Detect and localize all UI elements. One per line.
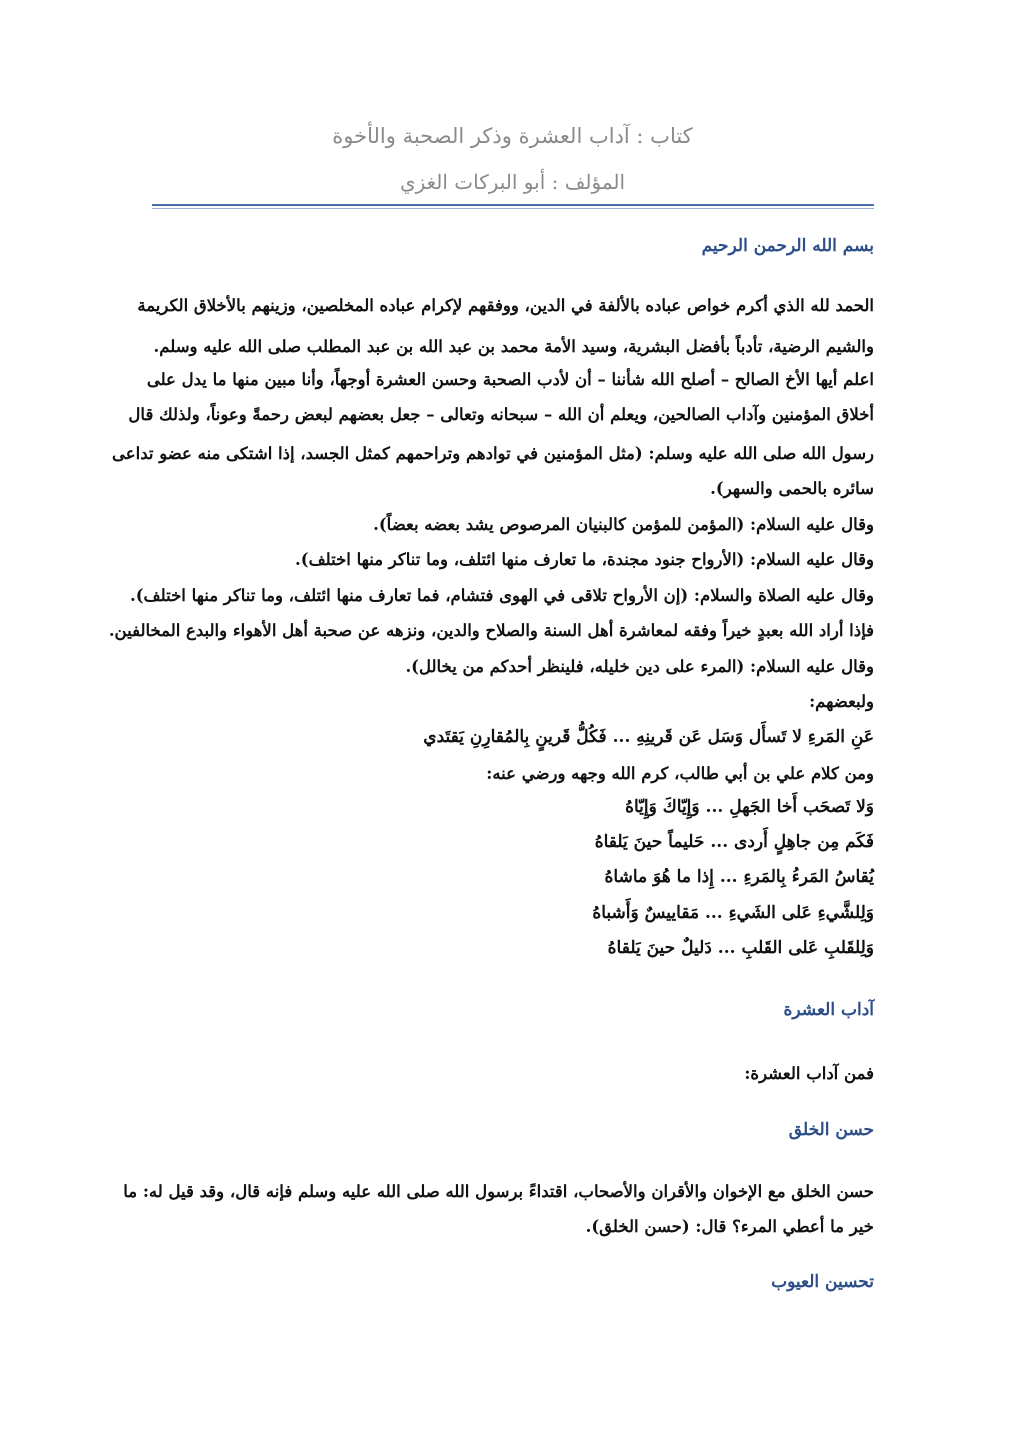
section-heading-etiquette: آداب العشرة xyxy=(783,1000,874,1020)
poem-verse: فَكَم مِن جاهِلٍ أَردى ... حَليماً حينَ يَلقاهُ xyxy=(594,832,874,852)
paragraph-line: وقال عليه السلام: (المؤمن للمؤمن كالبنيان المرصوص يشد بعضه بعضاً). xyxy=(373,515,874,534)
poem-verse: وَلِلقَلبِ عَلى القَلبِ ... دَليلٌ حينَ يَلقاهُ xyxy=(607,938,874,958)
paragraph-line: سائره بالحمى والسهر). xyxy=(710,479,874,498)
paragraph-line: اعلم أيها الأخ الصالح – أصلح الله شأننا – أن لأدب الصحبة وحسن العشرة أوجهاً، وأنا مبين منها ما يدل على xyxy=(146,370,874,389)
paragraph-line: الحمد لله الذي أكرم خواص عباده بالألفة في الدين، ووفقهم لإكرام عباده المخلصين، وزينهم بالأخلاق الكريمة xyxy=(137,296,874,315)
header-divider xyxy=(152,204,874,206)
paragraph-line: وقال عليه الصلاة والسلام: (إن الأرواح تلاقى في الهوى فتشام، فما تعارف منها ائتلف، وما تناكر منها اختلف). xyxy=(130,586,874,605)
paragraph-line: فمن آداب العشرة: xyxy=(744,1064,874,1083)
section-heading-good-character: حسن الخلق xyxy=(788,1120,874,1140)
paragraph-line: ولبعضهم: xyxy=(809,692,874,711)
paragraph-line: وقال عليه السلام: (المرء على دين خليله، فلينظر أحدكم من يخالل). xyxy=(405,657,874,676)
book-title: كتاب : آداب العشرة وذكر الصحبة والأخوة xyxy=(332,124,693,148)
book-author: المؤلف : أبو البركات الغزي xyxy=(399,170,626,194)
basmala-heading: بسم الله الرحمن الرحيم xyxy=(701,236,874,256)
paragraph-line: خير ما أعطي المرء؟ قال: (حسن الخلق). xyxy=(585,1217,874,1236)
poem-verse: يُقاسُ المَرءُ بِالمَرءِ ... إِذا ما هُوَ ماشاهُ xyxy=(604,867,874,887)
paragraph-line: أخلاق المؤمنين وآداب الصالحين، ويعلم أن الله – سبحانه وتعالى – جعل بعضهم لبعض رحمةً وعوناً، ولذلك قال xyxy=(128,405,874,424)
paragraph-line: فإذا أراد الله بعبدٍ خيراً وفقه لمعاشرة أهل السنة والصلاح والدين، ونزهه عن صحبة أهل الأهواء والبدع المخالفين. xyxy=(108,621,874,640)
poem-verse: وَلِلشَّيءِ عَلى الشَيءِ ... مَقاييسٌ وَأَشباهُ xyxy=(592,903,874,923)
poem-verse: وَلا تَصحَب أَخا الجَهلِ ... وَإِيّاكَ وَإِيّاهُ xyxy=(625,797,874,817)
paragraph-line: حسن الخلق مع الإخوان والأقران والأصحاب، اقتداءً برسول الله صلى الله عليه وسلم فإنه قال، وقد قيل له: ما xyxy=(123,1182,874,1201)
paragraph-line: والشيم الرضية، تأدباً بأفضل البشرية، وسيد الأمة محمد بن عبد الله بن عبد المطلب صلى الله عليه وسلم. xyxy=(153,337,874,356)
section-heading-improving-faults: تحسين العيوب xyxy=(771,1272,874,1292)
header-divider-thin xyxy=(152,208,874,209)
page-header xyxy=(150,118,875,202)
poem-verse: عَنِ المَرءِ لا تَسأَل وَسَل عَن قَرينِهِ ... فَكُلُّ قَرينٍ بِالمُقارِنِ يَقتَدي xyxy=(423,727,874,747)
paragraph-line: ومن كلام علي بن أبي طالب، كرم الله وجهه ورضي عنه: xyxy=(486,764,874,783)
paragraph-line: رسول الله صلى الله عليه وسلم: (مثل المؤمنين في توادهم وتراحمهم كمثل الجسد، إذا اشتكى منه عضو تداعى xyxy=(112,444,874,463)
paragraph-line: وقال عليه السلام: (الأرواح جنود مجندة، ما تعارف منها ائتلف، وما تناكر منها اختلف). xyxy=(295,550,874,569)
